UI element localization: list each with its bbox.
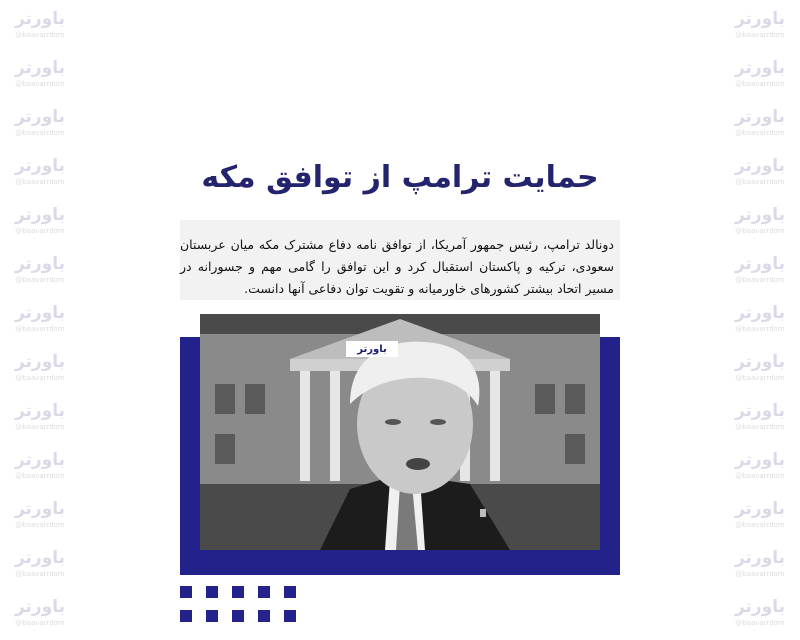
- watermark-logo: باورتر: [734, 155, 786, 176]
- decorative-dot: [258, 586, 270, 598]
- watermark-logo: باورتر: [734, 351, 786, 372]
- decorative-dot: [206, 586, 218, 598]
- watermark-logo: باورتر: [14, 302, 66, 323]
- watermark-item: [0, 343, 80, 392]
- watermark-item: [720, 588, 800, 637]
- watermark-item: [0, 147, 80, 196]
- watermark-logo: باورتر: [14, 57, 66, 78]
- watermark-handle: @baavarrdom: [15, 569, 65, 578]
- watermark-handle: @baavarrdom: [15, 373, 65, 382]
- watermark-logo: باورتر: [734, 547, 786, 568]
- watermark-logo: باورتر: [734, 400, 786, 421]
- watermark-handle: @baavarrdom: [735, 177, 785, 186]
- watermark-logo: باورتر: [734, 57, 786, 78]
- watermark-handle: @baavarrdom: [15, 422, 65, 431]
- watermark-handle: @baavarrdom: [735, 471, 785, 480]
- watermark-item: [0, 294, 80, 343]
- watermark-item: [0, 539, 80, 588]
- watermark-logo: باورتر: [734, 498, 786, 519]
- watermark-logo: باورتر: [14, 498, 66, 519]
- watermark-item: [0, 196, 80, 245]
- watermark-item: [720, 98, 800, 147]
- watermark-item: [0, 0, 80, 49]
- watermark-logo: باورتر: [734, 596, 786, 617]
- watermark-handle: @baavarrdom: [735, 79, 785, 88]
- watermark-handle: @baavarrdom: [735, 275, 785, 284]
- watermark-item: [720, 49, 800, 98]
- watermark-item: [720, 196, 800, 245]
- watermark-item: [0, 490, 80, 539]
- watermark-item: [720, 147, 800, 196]
- watermark-logo: باورتر: [14, 400, 66, 421]
- watermark-handle: @baavarrdom: [735, 324, 785, 333]
- decorative-dot: [232, 610, 244, 622]
- watermark-logo: باورتر: [734, 253, 786, 274]
- watermark-item: [0, 441, 80, 490]
- watermark-item: [0, 49, 80, 98]
- watermark-handle: @baavarrdom: [15, 471, 65, 480]
- decorative-dot: [180, 586, 192, 598]
- watermark-item: [0, 588, 80, 637]
- decorative-dot: [206, 610, 218, 622]
- watermark-handle: @baavarrdom: [735, 422, 785, 431]
- watermark-logo: باورتر: [734, 449, 786, 470]
- watermark-handle: @baavarrdom: [15, 79, 65, 88]
- watermark-item: [720, 343, 800, 392]
- photo-logo: باورتر: [346, 341, 398, 357]
- watermark-item: [720, 392, 800, 441]
- watermark-handle: @baavarrdom: [15, 30, 65, 39]
- watermark-item: [720, 441, 800, 490]
- watermark-handle: @baavarrdom: [735, 373, 785, 382]
- watermark-handle: @baavarrdom: [15, 520, 65, 529]
- decorative-dot: [284, 610, 296, 622]
- body-text: دونالد ترامپ، رئیس جمهور آمریکا، از توافق نامه دفاع مشترک مکه میان عربستان سعودی، ترکیه و پاکستان استقبال کرد و این توافق را گامی مهم و جسورانه در مسیر اتحاد بیشتر کشورهای خاورمیانه و تقویت توان دفاعی آنها دانست.: [180, 237, 614, 296]
- watermark-logo: باورتر: [734, 8, 786, 29]
- headline: حمایت ترامپ از توافق مکه: [201, 160, 599, 195]
- news-photo: [200, 314, 600, 550]
- watermark-item: [720, 0, 800, 49]
- watermark-handle: @baavarrdom: [735, 520, 785, 529]
- photo-illustration: [200, 314, 600, 550]
- decorative-dot: [258, 610, 270, 622]
- watermark-handle: @baavarrdom: [735, 569, 785, 578]
- watermark-logo: باورتر: [14, 106, 66, 127]
- decorative-dot: [232, 586, 244, 598]
- watermark-handle: @baavarrdom: [15, 275, 65, 284]
- watermark-logo: باورتر: [734, 106, 786, 127]
- watermark-logo: باورتر: [14, 204, 66, 225]
- watermark-handle: @baavarrdom: [15, 618, 65, 627]
- watermark-item: [720, 490, 800, 539]
- watermark-logo: باورتر: [14, 351, 66, 372]
- watermark-item: [0, 245, 80, 294]
- watermark-item: [0, 392, 80, 441]
- watermark-item: [720, 294, 800, 343]
- decorative-dot: [284, 586, 296, 598]
- watermark-logo: باورتر: [14, 449, 66, 470]
- watermark-handle: @baavarrdom: [15, 226, 65, 235]
- watermark-handle: @baavarrdom: [735, 30, 785, 39]
- watermark-logo: باورتر: [14, 547, 66, 568]
- watermark-handle: @baavarrdom: [15, 128, 65, 137]
- watermark-item: [720, 245, 800, 294]
- watermark-item: [0, 98, 80, 147]
- watermark-item: [720, 539, 800, 588]
- watermark-handle: @baavarrdom: [735, 128, 785, 137]
- watermark-handle: @baavarrdom: [735, 618, 785, 627]
- watermark-handle: @baavarrdom: [735, 226, 785, 235]
- watermark-logo: باورتر: [14, 8, 66, 29]
- watermark-logo: باورتر: [734, 302, 786, 323]
- watermark-logo: باورتر: [734, 204, 786, 225]
- watermark-handle: @baavarrdom: [15, 177, 65, 186]
- decorative-dots: [180, 586, 300, 626]
- watermark-logo: باورتر: [14, 596, 66, 617]
- watermark-column-left: [0, 0, 80, 640]
- decorative-dot: [180, 610, 192, 622]
- watermark-logo: باورتر: [14, 155, 66, 176]
- watermark-handle: @baavarrdom: [15, 324, 65, 333]
- watermark-column-right: [720, 0, 800, 640]
- watermark-logo: باورتر: [14, 253, 66, 274]
